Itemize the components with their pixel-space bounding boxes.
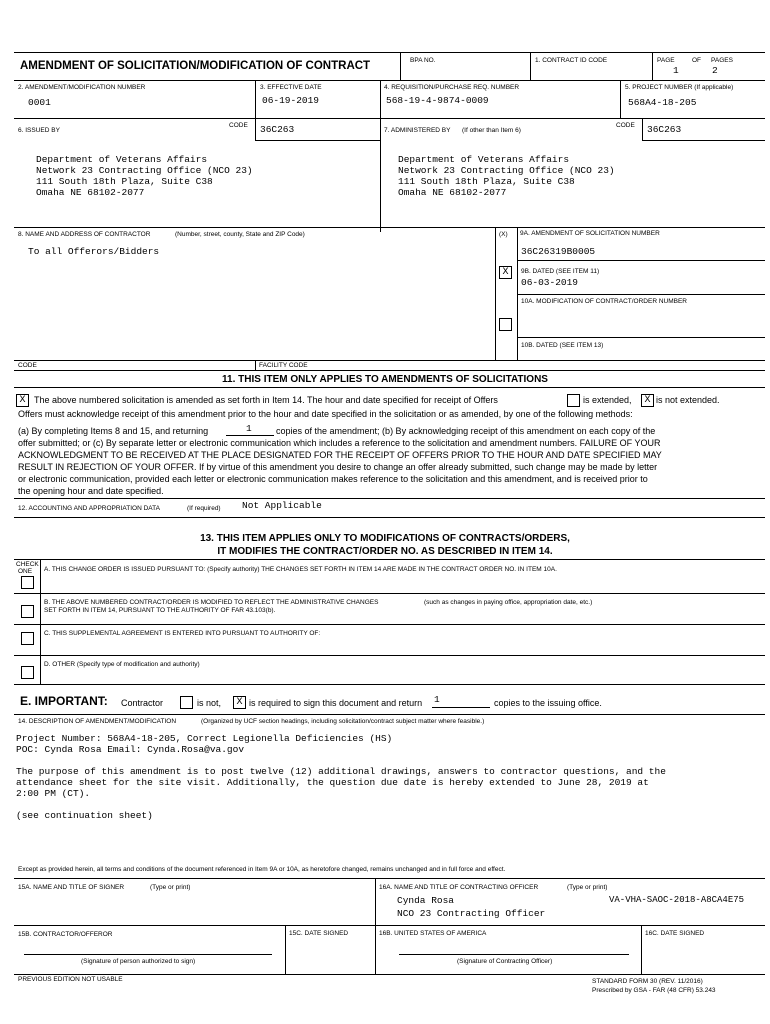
- previous-edition-note: PREVIOUS EDITION NOT USABLE: [18, 976, 123, 983]
- officer-name: Cynda Rosa: [397, 895, 455, 906]
- project-number: 568A4-18-205: [628, 97, 697, 108]
- administered-by-label: 7. ADMINISTERED BY: [384, 127, 451, 134]
- accounting-value: Not Applicable: [242, 500, 322, 511]
- admin-code: 36C263: [647, 124, 682, 135]
- item13a-checkbox[interactable]: [21, 576, 34, 589]
- check-one-label: CHECK ONE: [16, 561, 39, 575]
- description-note: (Organized by UCF section headings, including solicitation/contract subject matter where feasible.): [201, 718, 485, 725]
- extended-checkbox[interactable]: [567, 394, 580, 407]
- issued-code-label: CODE: [229, 122, 248, 129]
- description-label: 14. DESCRIPTION OF AMENDMENT/MODIFICATION: [18, 718, 177, 725]
- modification-order-label: 10A. MODIFICATION OF CONTRACT/ORDER NUMBER: [521, 298, 687, 305]
- amendment-number-label: 2. AMENDMENT/MODIFICATION NUMBER: [18, 84, 146, 91]
- accounting-note: (If required): [187, 505, 221, 512]
- page-number: 1: [673, 65, 679, 76]
- not-extended-checkbox[interactable]: X: [641, 394, 654, 407]
- important-label: E. IMPORTANT:: [20, 694, 108, 708]
- extended-label: is extended,: [583, 395, 632, 405]
- item13b-text-2: SET FORTH IN ITEM 14, PURSUANT TO THE AUTHORITY OF FAR 43.103(b).: [44, 607, 276, 614]
- item11-line5: ACKNOWLEDGMENT TO BE RECEIVED AT THE PLACE DESIGNATED FOR THE RECEIPT OF OFFERS PRIOR TO THE HOUR AND DATE SPECIFIED MAY: [18, 450, 662, 460]
- item13d-checkbox[interactable]: [21, 666, 34, 679]
- copies-returned: 1: [246, 423, 252, 434]
- issued-by-address: Department of Veterans Affairs Network 23 Contracting Office (NCO 23) 111 South 18th Plaza, Suite C38 Omaha NE 68102-2077: [36, 154, 253, 198]
- item11-line8: the opening hour and date specified.: [18, 486, 164, 496]
- dated-10b-label: 10B. DATED (SEE ITEM 13): [521, 342, 604, 349]
- administered-by-address: Department of Veterans Affairs Network 23 Contracting Office (NCO 23) 111 South 18th Plaza, Suite C38 Omaha NE 68102-2077: [398, 154, 615, 198]
- contractor-note: (Number, street, county, State and ZIP Code): [175, 231, 305, 238]
- administered-by-note: (If other than Item 6): [462, 127, 521, 134]
- amendment-solicitation-label: 9A. AMENDMENT OF SOLICITATION NUMBER: [520, 230, 660, 237]
- bpa-no-label: BPA NO.: [410, 57, 436, 64]
- item11-line7: or electronic communication, provided each letter or electronic communication makes reference to the solicitation and this amendment, and is received prior to: [18, 474, 648, 484]
- pages-label: PAGES: [711, 57, 733, 64]
- officer-note: (Type or print): [567, 884, 608, 891]
- requisition-number: 568-19-4-9874-0009: [386, 95, 489, 106]
- prescribed-by: Prescribed by GSA - FAR (48 CFR) 53.243: [592, 987, 716, 994]
- is-required-text: is required to sign this document and return: [249, 698, 423, 708]
- total-pages: 2: [712, 65, 718, 76]
- contractor-text: Contractor: [121, 698, 164, 708]
- of-label: OF: [692, 57, 702, 64]
- not-extended-label: is not extended.: [656, 395, 720, 405]
- item10a-checkbox[interactable]: [499, 318, 512, 331]
- is-required-checkbox[interactable]: X: [233, 696, 246, 709]
- standard-form-number: STANDARD FORM 30 (REV. 11/2016): [592, 978, 703, 985]
- item13b-checkbox[interactable]: [21, 605, 34, 618]
- item13c-text: C. THIS SUPPLEMENTAL AGREEMENT IS ENTERED INTO PURSUANT TO AUTHORITY OF:: [44, 630, 321, 637]
- signer-label: 15A. NAME AND TITLE OF SIGNER: [18, 884, 125, 891]
- code-label: CODE: [18, 362, 37, 369]
- officer-label: 16A. NAME AND TITLE OF CONTRACTING OFFICER: [379, 884, 539, 891]
- project-number-label: 5. PROJECT NUMBER (If applicable): [625, 84, 734, 91]
- solicitation-number: 36C26319B0005: [521, 246, 596, 257]
- effective-date-label: 3. EFFECTIVE DATE: [260, 84, 322, 91]
- facility-code-label: FACILITY CODE: [259, 362, 308, 369]
- issued-by-label: 6. ISSUED BY: [18, 127, 60, 134]
- item11-line2: Offers must acknowledge receipt of this amendment prior to the hour and date specified in the solicitation or as amended, by one of the following methods:: [18, 409, 633, 419]
- contractor-name: To all Offerors/Bidders: [28, 246, 160, 257]
- date-signed-16c-label: 16C. DATE SIGNED: [645, 930, 705, 937]
- item11-line1: The above numbered solicitation is amended as set forth in Item 14. The hour and date specified for receipt of Offers: [34, 395, 498, 405]
- item13-heading-1: 13. THIS ITEM APPLIES ONLY TO MODIFICATIONS OF CONTRACTS/ORDERS,: [200, 533, 570, 544]
- item11-line6: RESULT IN REJECTION OF YOUR OFFER. If by virtue of this amendment you desire to change an offer already submitted, such change may be made by letter: [18, 462, 658, 472]
- item13c-checkbox[interactable]: [21, 632, 34, 645]
- contract-id-label: 1. CONTRACT ID CODE: [535, 57, 608, 64]
- requisition-label: 4. REQUISITION/PURCHASE REQ. NUMBER: [384, 84, 520, 91]
- item11-line3a: (a) By completing Items 8 and 15, and returning: [18, 426, 209, 436]
- contractor-label: 8. NAME AND ADDRESS OF CONTRACTOR: [18, 231, 151, 238]
- usa-label: 16B. UNITED STATES OF AMERICA: [379, 930, 487, 937]
- accounting-label: 12. ACCOUNTING AND APPROPRIATION DATA: [18, 505, 160, 512]
- amendment-number: 0001: [28, 97, 51, 108]
- admin-code-label: CODE: [616, 122, 635, 129]
- signature-officer-caption: (Signature of Contracting Officer): [457, 958, 553, 965]
- item13a-text: A. THIS CHANGE ORDER IS ISSUED PURSUANT TO: (Specify authority) THE CHANGES SET FORTH IN ITEM 14 ARE MADE IN THE CONTRACT ORDER NO. IN ITEM 10A.: [44, 566, 557, 573]
- is-not-checkbox[interactable]: [180, 696, 193, 709]
- item11-line4: offer submitted; or (c) By separate letter or electronic communication which includes a reference to the solicitation and amendment numbers. FAILURE OF YOUR: [18, 438, 661, 448]
- item13b-note: (such as changes in paying office, appropriation date, etc.): [424, 599, 593, 606]
- item11-line3b: copies of the amendment; (b) By acknowledging receipt of this amendment on each copy of the: [276, 426, 656, 436]
- is-not-text: is not,: [197, 698, 222, 708]
- item13b-text: B. THE ABOVE NUMBERED CONTRACT/ORDER IS MODIFIED TO REFLECT THE ADMINISTRATIVE CHANGES: [44, 599, 379, 606]
- dated-9b: 06-03-2019: [521, 277, 579, 288]
- form-title: AMENDMENT OF SOLICITATION/MODIFICATION OF CONTRACT: [20, 60, 371, 72]
- item13d-text: D. OTHER (Specify type of modification and authority): [44, 661, 200, 668]
- contractor-offeror-label: 15B. CONTRACTOR/OFFEROR: [18, 931, 113, 938]
- item13-heading-2: IT MODIFIES THE CONTRACT/ORDER NO. AS DESCRIBED IN ITEM 14.: [217, 546, 553, 557]
- copies-text: copies to the issuing office.: [494, 698, 602, 708]
- signer-note: (Type or print): [150, 884, 191, 891]
- x-column-label: (X): [499, 231, 508, 238]
- item9b-checkbox[interactable]: X: [499, 266, 512, 279]
- issued-code: 36C263: [260, 124, 295, 135]
- page-label: PAGE: [657, 57, 675, 64]
- dated-9b-label: 9B. DATED (SEE ITEM 11): [521, 268, 600, 275]
- date-signed-15c-label: 15C. DATE SIGNED: [289, 930, 349, 937]
- copies-to-return: 1: [434, 694, 440, 705]
- item11-heading: 11. THIS ITEM ONLY APPLIES TO AMENDMENTS OF SOLICITATIONS: [222, 374, 548, 385]
- except-text: Except as provided herein, all terms and conditions of the document referenced in Item 9A or 10A, as heretofore changed, remains unchanged and in full force and effect.: [18, 866, 506, 873]
- officer-title: NCO 23 Contracting Officer: [397, 908, 546, 919]
- officer-signature-id: VA-VHA-SAOC-2018-A8CA4E75: [609, 895, 745, 905]
- signature-person-caption: (Signature of person authorized to sign): [81, 958, 196, 965]
- description-text: Project Number: 568A4-18-205, Correct Legionella Deficiencies (HS) POC: Cynda Rosa Email: Cynda.Rosa@va.gov The purpose of this amendment is to post twelve (12) additional drawings, answers to contractor questions, and the attendance sheet for the site visit. Additionally, the question due date is hereby extended to June 28, 2019 at 2:00 PM (CT). (see continuation sheet): [16, 733, 666, 821]
- effective-date: 06-19-2019: [262, 95, 320, 106]
- item11-amended-checkbox[interactable]: X: [16, 394, 29, 407]
